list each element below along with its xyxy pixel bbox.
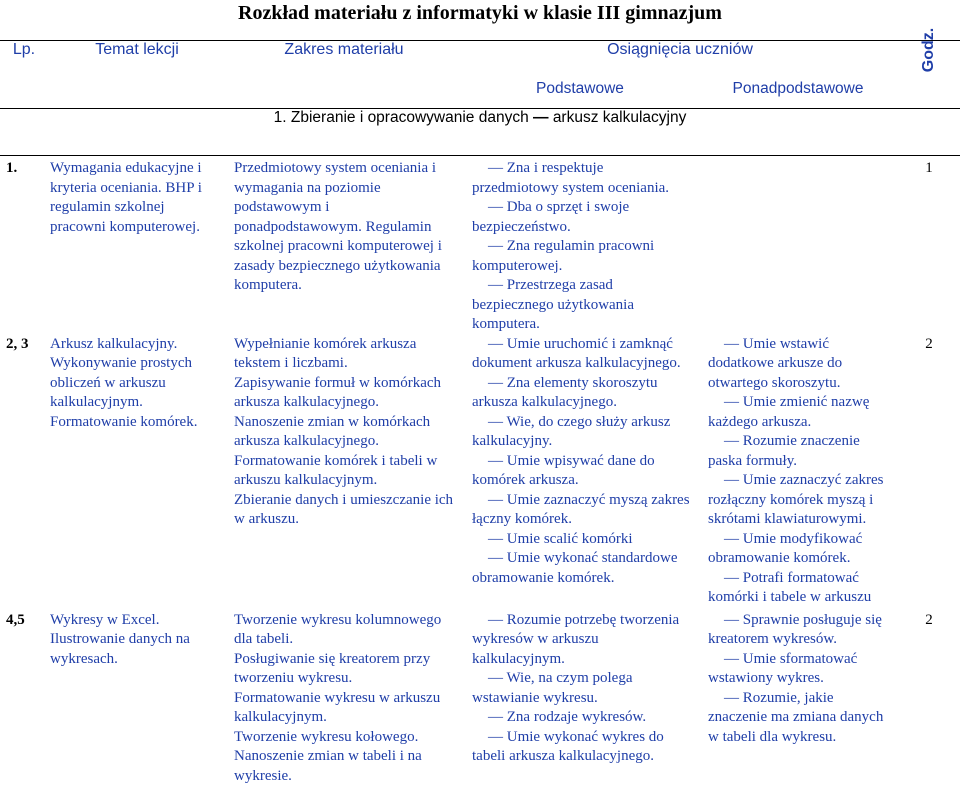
achievement-item: — Umie scalić komórki	[488, 530, 633, 547]
achievement-item: — Umie modyfikować obramowanie komórek.	[708, 530, 863, 566]
scope-paragraph: Tworzenie wykresu kołowego.	[234, 728, 419, 745]
scope-paragraph: Zapisywanie formuł w komórkach arkusza kalkulacyjnego.	[234, 374, 442, 410]
achievement-item: — Umie uruchomić i zamknąć dokument arkusza kalkulacyjnego.	[472, 335, 681, 371]
achievement-item: — Sprawnie posługuje się kreatorem wykresów.	[708, 611, 882, 647]
row-godz: 2	[925, 335, 933, 352]
scope-paragraph: Wypełnianie komórek arkusza tekstem i liczbami.	[234, 335, 417, 371]
section-title-suffix: arkusz kalkulacyjny	[552, 109, 687, 126]
row-zakres	[226, 156, 462, 335]
achievement-item: — Przestrzega zasad bezpiecznego użytkowania komputera.	[472, 277, 635, 332]
scope-paragraph: Przedmiotowy system oceniania i wymagania na poziomie podstawowym i ponadpodstawowym. Regulamin szkolnej pracowni komputerowej i zasady bezpiecznego użytkowania komputera.	[234, 160, 442, 293]
achievement-item: — Umie sformatować wstawiony wykres.	[708, 650, 858, 686]
row-lp: 1.	[6, 160, 18, 176]
row-podstawowe	[462, 611, 698, 789]
scope-paragraph: Posługiwanie się kreatorem przy tworzeniu wykresu.	[234, 650, 431, 686]
row-ponadpodstawowe	[698, 611, 898, 789]
scope-paragraph: Nanoszenie zmian w tabeli i na wykresie.	[234, 748, 422, 784]
achievement-item: — Potrafi formatować komórki i tabele w arkuszu	[708, 569, 872, 605]
scope-paragraph: Zbieranie danych i umieszczanie ich w arkuszu.	[234, 491, 454, 527]
header-lp: Lp.	[0, 41, 48, 109]
section-title-prefix: 1. Zbieranie i opracowywanie danych	[273, 109, 529, 126]
table-row	[0, 611, 960, 789]
achievement-item: — Wie, do czego służy arkusz kalkulacyjny.	[472, 413, 671, 449]
achievement-item: — Rozumie znaczenie paska formuły.	[708, 433, 860, 469]
achievement-item: — Umie zmienić nazwę każdego arkusza.	[708, 394, 870, 430]
curriculum-table	[0, 27, 960, 789]
achievement-item: — Umie zaznaczyć myszą zakres łączny komórek.	[472, 491, 690, 527]
header-osiagniecia: Osiągnięcia uczniów	[607, 41, 753, 58]
document-title: Rozkład materiału z informatyki w klasie III gimnazjum	[238, 2, 722, 24]
row-ponadpodstawowe	[698, 335, 898, 611]
section-row	[0, 109, 960, 156]
header-podstawowe: Podstawowe	[462, 80, 698, 109]
row-temat: Arkusz kalkulacyjny. Wykonywanie prostych obliczeń w arkuszu kalkulacyjnym. Formatowanie komórek.	[50, 335, 198, 430]
achievement-item: — Umie wykonać wykres do tabeli arkusza kalkulacyjnego.	[472, 728, 664, 764]
header-godz	[898, 27, 960, 109]
achievement-item: — Zna elementy skoroszytu arkusza kalkulacyjnego.	[472, 374, 658, 410]
achievement-item: — Umie wpisywać dane do komórek arkusza.	[472, 452, 655, 488]
section-title	[0, 109, 960, 156]
row-zakres	[226, 611, 462, 789]
row-godz: 1	[925, 160, 933, 176]
header-temat: Temat lekcji	[48, 41, 226, 109]
achievement-item: — Rozumie potrzebę tworzenia wykresów w arkuszu kalkulacyjnym.	[472, 611, 680, 667]
scope-paragraph: Formatowanie wykresu w arkuszu kalkulacyjnym.	[234, 689, 441, 725]
achievement-item: — Wie, na czym polega wstawianie wykresu.	[472, 670, 633, 706]
scope-paragraph: Tworzenie wykresu kolumnowego dla tabeli.	[234, 611, 442, 647]
header-godz-label: Godz.	[920, 27, 938, 73]
achievement-item: — Umie wykonać standardowe obramowanie komórek.	[472, 550, 678, 586]
header-zakres: Zakres materiału	[226, 41, 462, 109]
row-temat: Wymagania edukacyjne i kryteria oceniania. BHP i regulamin szkolnej pracowni komputerowej.	[50, 160, 202, 235]
header-ponadpodstawowe: Ponadpodstawowe	[698, 80, 898, 109]
achievement-item: — Umie wstawić dodatkowe arkusze do otwartego skoroszytu.	[708, 335, 843, 391]
table-row	[0, 156, 960, 335]
row-lp: 2, 3	[6, 335, 29, 352]
achievement-item: — Zna i respektuje przedmiotowy system oceniania.	[472, 160, 670, 196]
row-ponadpodstawowe	[698, 156, 898, 335]
achievement-item: — Umie zaznaczyć zakres rozłączny komórek myszą i skrótami klawiaturowymi.	[708, 472, 884, 527]
row-lp: 4,5	[6, 611, 25, 628]
row-temat: Wykresy w Excel. Ilustrowanie danych na wykresach.	[50, 611, 190, 667]
row-podstawowe	[462, 335, 698, 611]
row-podstawowe	[462, 156, 698, 335]
table-row	[0, 335, 960, 611]
achievement-item: — Dba o sprzęt i swoje bezpieczeństwo.	[472, 199, 630, 235]
row-godz: 2	[925, 611, 933, 628]
achievement-item: — Rozumie, jakie znaczenie ma zmiana danych w tabeli dla wykresu.	[708, 689, 884, 745]
header-row	[0, 41, 960, 80]
scope-paragraph: Nanoszenie zmian w komórkach arkusza kalkulacyjnego.	[234, 413, 431, 449]
scope-paragraph: Formatowanie komórek i tabeli w arkuszu kalkulacyjnym.	[234, 452, 438, 488]
achievement-item: — Zna regulamin pracowni komputerowej.	[472, 238, 655, 274]
row-zakres	[226, 335, 462, 611]
achievement-item: — Zna rodzaje wykresów.	[488, 709, 647, 725]
section-title-dash: —	[533, 109, 549, 126]
